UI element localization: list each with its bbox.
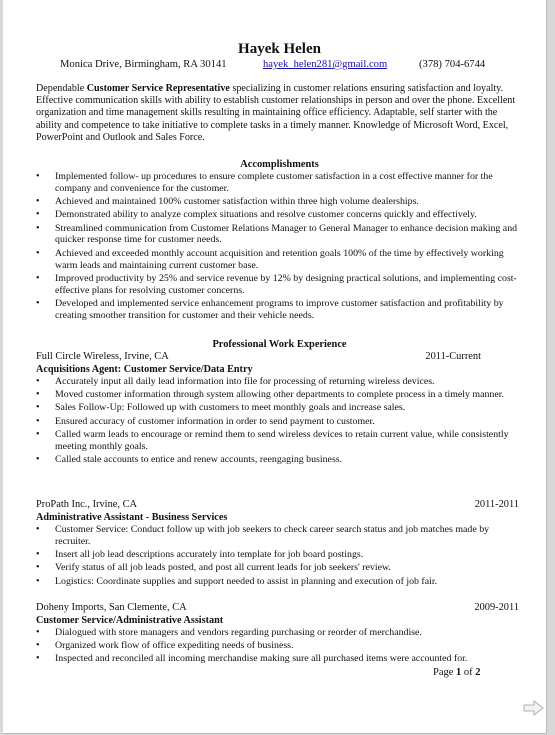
bullet-item <box>36 273 523 297</box>
bullet-icon: • <box>36 453 40 465</box>
bullet-item <box>36 549 523 561</box>
address: Monica Drive, Birmingham, RA 30141 <box>60 59 227 70</box>
bullet-text: Accurately input all daily lead information into file for processing of returning wireless devices. <box>55 376 435 387</box>
bullet-icon: • <box>36 627 40 638</box>
document-page <box>3 0 547 734</box>
bullet-icon: • <box>36 524 40 535</box>
job-header <box>36 499 523 512</box>
job-role: Acquisitions Agent: Customer Service/Data Entry <box>36 364 253 375</box>
bullet-text: Implemented follow- up procedures to ensure complete customer satisfaction in a cost effective manner for the company and convenience for the customer. <box>55 171 493 194</box>
bullet-icon: • <box>36 402 40 414</box>
bullet-icon: • <box>36 653 40 665</box>
bullet-text: Demonstrated ability to analyze complex situations and resolve customer concerns quickly and effectively. <box>55 209 477 221</box>
phone: (378) 704-6744 <box>419 59 486 70</box>
job-2 <box>36 499 523 589</box>
bullet-icon: • <box>36 272 40 284</box>
bullet-item <box>36 223 523 247</box>
job-header <box>36 602 523 615</box>
page-word: Page <box>433 667 454 678</box>
job-company: Doheny Imports, San Clemente, CA <box>36 602 187 613</box>
job-3 <box>36 602 523 667</box>
bullet-icon: • <box>36 575 40 587</box>
job-header <box>36 351 523 364</box>
accomplishments-heading: Accomplishments <box>240 159 319 170</box>
job-1 <box>36 351 523 467</box>
job-duties <box>36 627 523 665</box>
bullet-item <box>36 376 523 388</box>
bullet-icon: • <box>36 376 40 387</box>
page-of: of <box>463 667 473 678</box>
bullet-text: Achieved and maintained 100% customer satisfaction within three high volume dealerships. <box>55 196 419 208</box>
bullet-item <box>36 640 523 652</box>
bullet-text: Improved productivity by 25% and service revenue by 12% by designing practical solutions, and implementing cost-effective plans for resolving customer concerns. <box>55 272 517 296</box>
job-dates: 2009-2011 <box>474 602 519 613</box>
bullet-text: Called warm leads to encourage or remind them to send wireless devices to retain current value, while consistently meeting monthly goals. <box>55 428 509 452</box>
bullet-item <box>36 627 523 639</box>
bullet-item <box>36 402 523 414</box>
bullet-item <box>36 562 523 574</box>
summary-title: Customer Service Representative <box>86 83 230 94</box>
bullet-item <box>36 248 523 272</box>
bullet-text: Dialogued with store managers and vendors regarding purchasing or reorder of merchandise. <box>55 627 422 638</box>
bullet-text: Ensured accuracy of customer information in order to send payment to customer. <box>55 415 375 427</box>
page-total: 2 <box>475 667 481 678</box>
bullet-text: Streamlined communication from Customer Relations Manager to General Manager to enhance decision making and quicker response time for customer needs. <box>55 222 518 246</box>
job-company: Full Circle Wireless, Irvine, CA <box>36 351 169 362</box>
accomplishments-section <box>36 171 523 323</box>
experience-heading: Professional Work Experience <box>212 339 347 350</box>
bullet-item <box>36 429 523 453</box>
bullet-icon: • <box>36 389 40 401</box>
bullet-text: Achieved and exceeded monthly account acquisition and retention goals 100% of the time by effectively working warm leads and maintaining current customer base. <box>55 247 504 271</box>
contact-line <box>60 58 530 71</box>
resume-name: Hayek Helen <box>238 41 321 57</box>
summary-text: specializing in customer relations ensuring satisfaction and loyalty. Effective communication skills with ability to establish customer relationships in person and over the phone. Excellent organization and time management skills resulting in maintaining office efficiency. Adaptable, self starter with the ability and competence to take initiative to complete tasks in a timely manner. Knowledge of Microsoft Word, Excel, PowerPoint and Outlook and Sales Force. <box>36 83 516 143</box>
bullet-icon: • <box>36 247 40 259</box>
arrow-right-icon[interactable] <box>523 700 545 716</box>
bullet-icon: • <box>36 415 40 427</box>
bullet-item <box>36 171 523 195</box>
bullet-text: Moved customer information through system allowing other departments to complete process in a timely manner. <box>55 389 504 401</box>
job-company: ProPath Inc., Irvine, CA <box>36 499 138 510</box>
bullet-item <box>36 416 523 428</box>
bullet-item <box>36 653 523 665</box>
bullet-icon: • <box>36 428 40 440</box>
job-dates: 2011-2011 <box>474 499 519 510</box>
bullet-icon: • <box>36 209 40 221</box>
bullet-text: Inspected and reconciled all incoming merchandise making sure all purchased items were accounted for. <box>55 653 468 665</box>
job-duties <box>36 524 523 587</box>
bullet-text: Insert all job lead descriptions accurately into template for job board postings. <box>55 549 364 561</box>
bullet-item <box>36 454 523 466</box>
summary-lead: Dependable <box>36 83 87 94</box>
bullet-item <box>36 389 523 401</box>
page-indicator <box>433 667 481 678</box>
bullet-icon: • <box>36 562 40 574</box>
job-role: Customer Service/Administrative Assistant <box>36 615 224 626</box>
bullet-text: Developed and implemented service enhancement programs to improve customer satisfaction and profitability by creating smoother transition for customer and their vehicle needs. <box>55 297 504 321</box>
bullet-text: Customer Service: Conduct follow up with job seekers to check career search status and job matches made by recruiter. <box>55 524 490 547</box>
job-role: Administrative Assistant - Business Services <box>36 512 228 523</box>
bullet-item <box>36 298 523 322</box>
bullet-icon: • <box>36 196 40 208</box>
page-current: 1 <box>456 667 462 678</box>
bullet-item <box>36 209 523 221</box>
bullet-text: Called stale accounts to entice and renew accounts, reengaging business. <box>55 453 343 465</box>
email-link[interactable]: hayek_helen281@gmail.com <box>263 59 388 70</box>
job-duties <box>36 376 523 466</box>
bullet-item <box>36 196 523 208</box>
bullet-icon: • <box>36 640 40 652</box>
bullet-item <box>36 576 523 588</box>
bullet-text: Logistics: Coordinate supplies and support needed to assist in planning and execution of job fair. <box>55 575 438 587</box>
bullet-text: Organized work flow of office expediting needs of business. <box>55 640 294 652</box>
bullet-icon: • <box>36 171 40 182</box>
bullet-icon: • <box>36 549 40 561</box>
job-dates: 2011-Current <box>425 351 481 362</box>
bullet-icon: • <box>36 222 40 234</box>
bullet-text: Verify status of all job leads posted, and post all current leads for job seekers' review. <box>55 562 391 574</box>
bullet-text: Sales Follow-Up: Followed up with customers to meet monthly goals and increase sales. <box>55 402 406 414</box>
bullet-item <box>36 524 523 548</box>
accomplishments-list <box>36 171 523 322</box>
summary-paragraph <box>36 83 523 144</box>
bullet-icon: • <box>36 297 40 309</box>
